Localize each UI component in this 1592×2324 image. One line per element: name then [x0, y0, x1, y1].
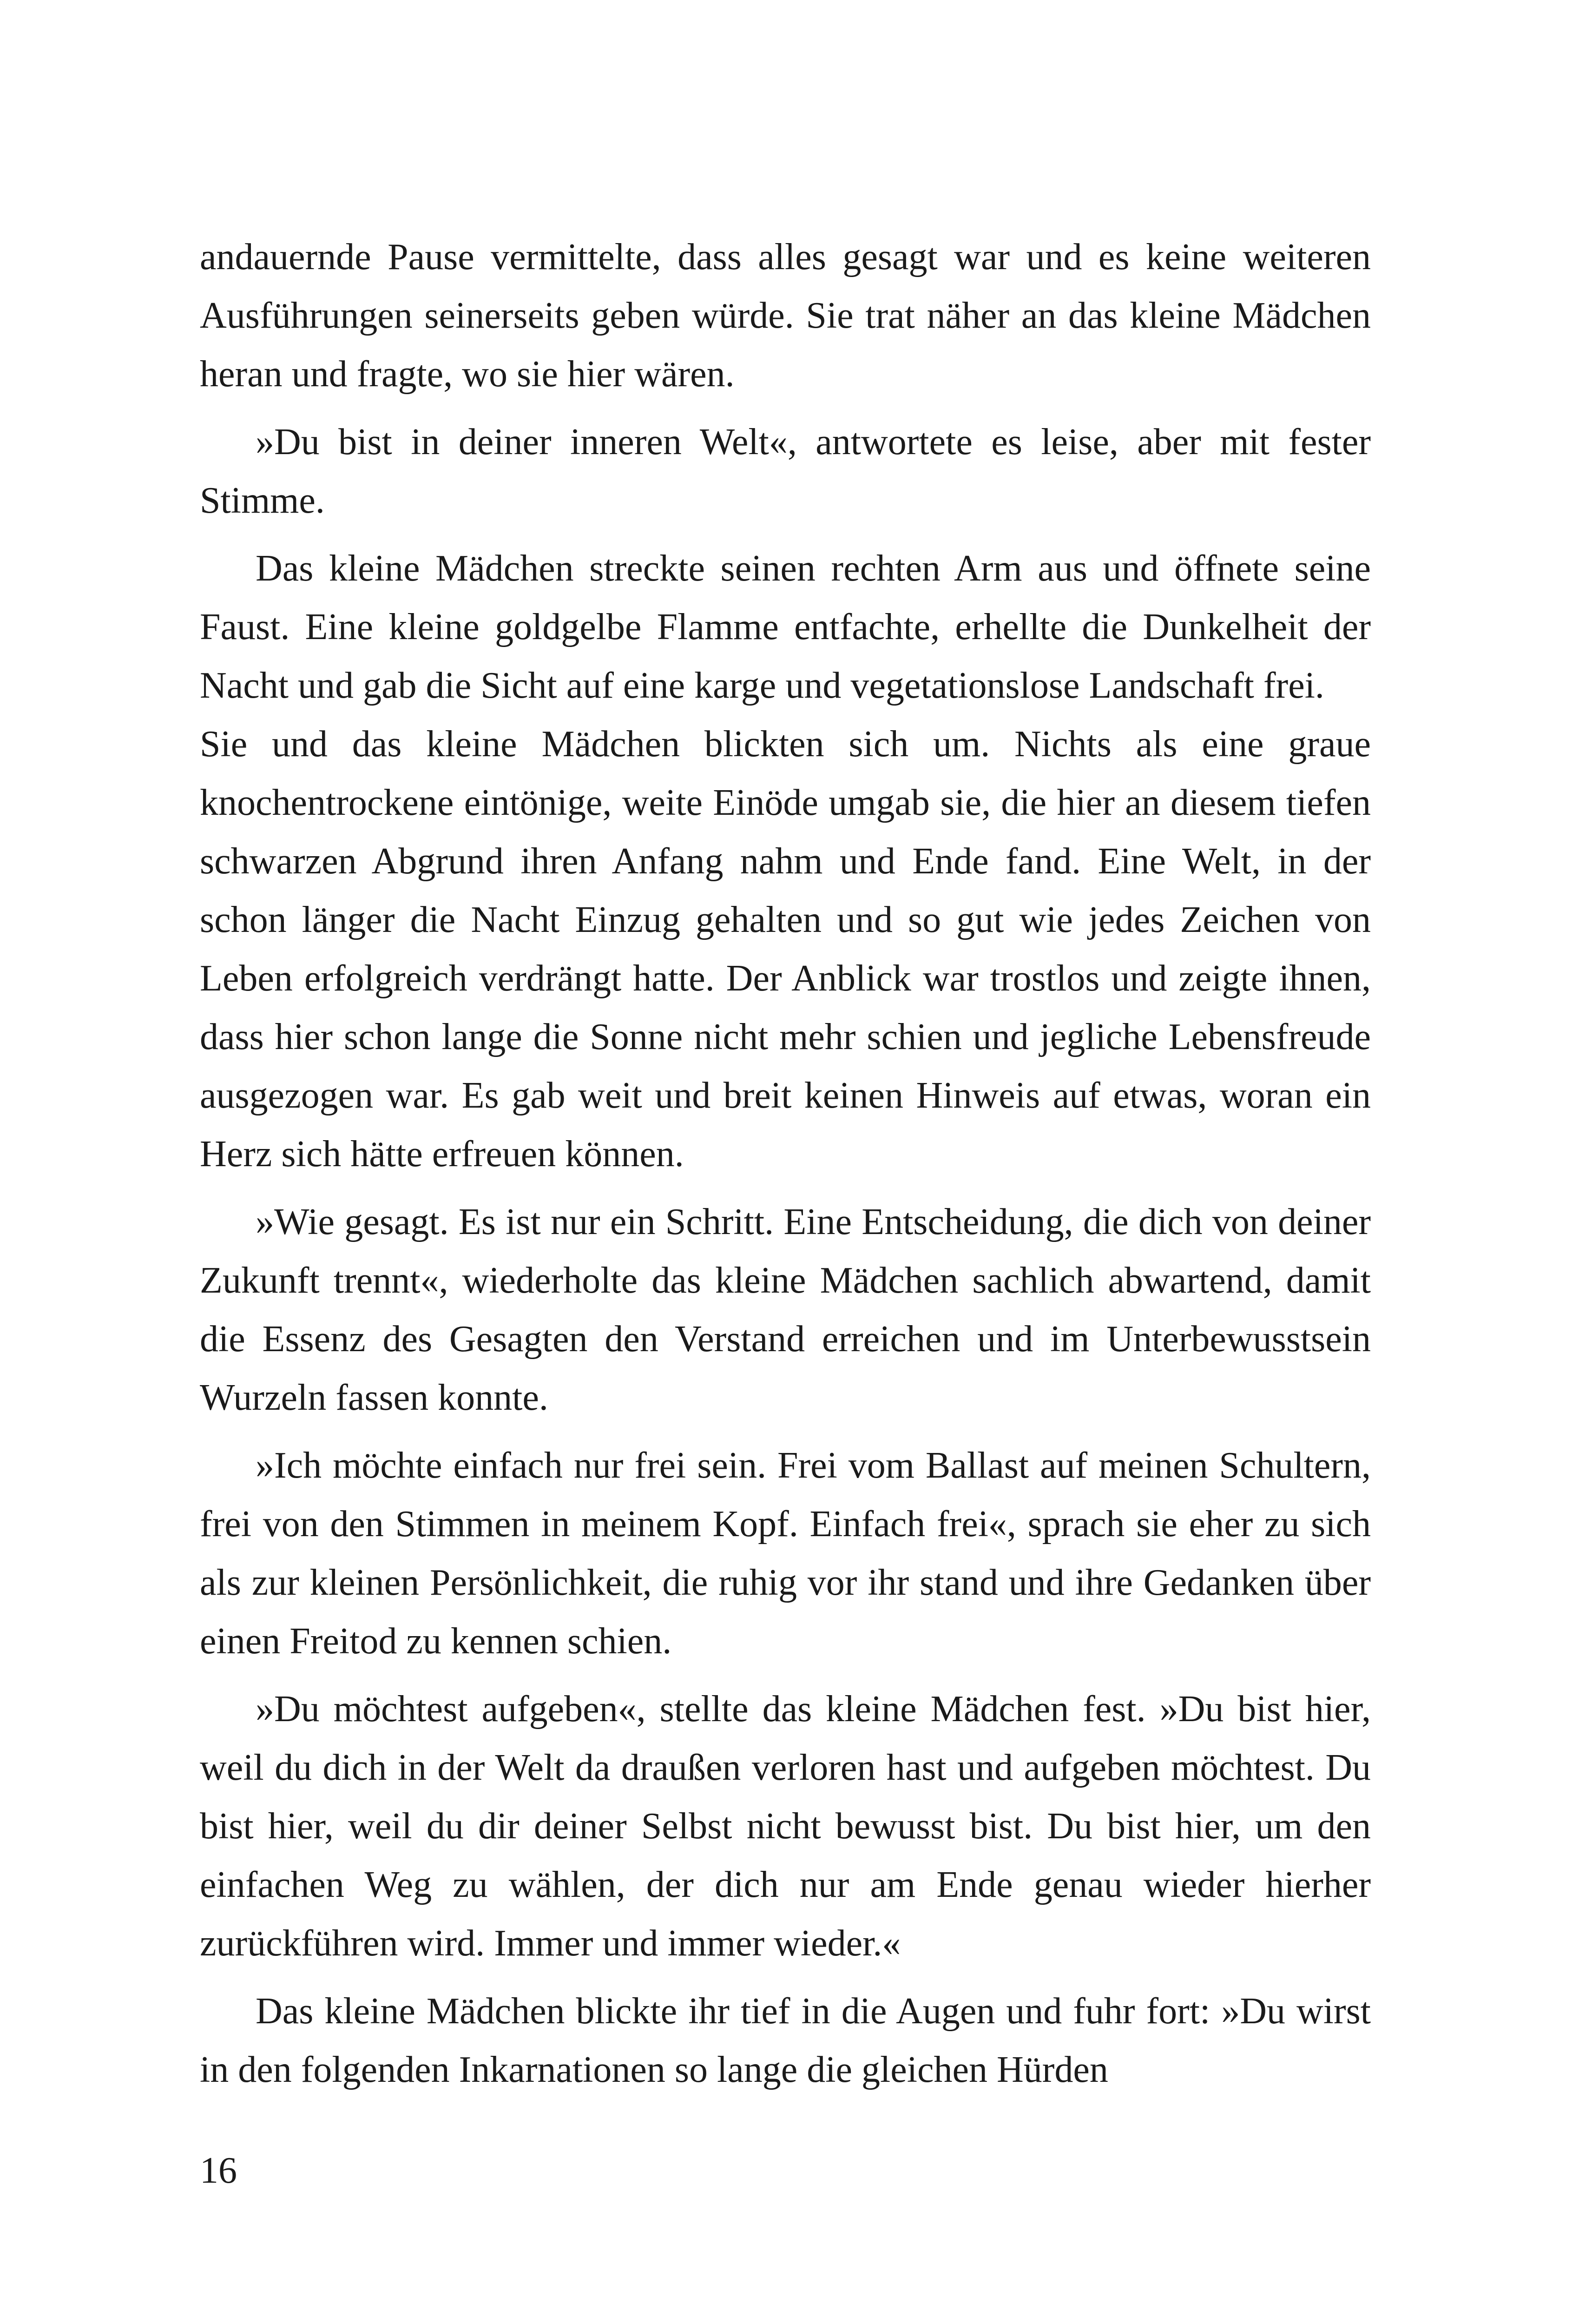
paragraph-1: andauernde Pause vermittelte, dass alles gesagt war und es keine weiteren Ausführungen seinerseits geben würde. Sie trat näher an das kleine Mädchen heran und fragte, wo sie hier wären.: [200, 237, 1371, 395]
paragraph-2: »Du bist in deiner inneren Welt«, antwortete es leise, aber mit fester Stimme.: [200, 422, 1371, 521]
paragraph-6: »Ich möchte einfach nur frei sein. Frei vom Ballast auf meinen Schultern, frei von den Stimmen in meinem Kopf. Einfach frei«, sprach sie eher zu sich als zur kleinen Persönlichkeit, die ruhig vor ihr stand und ihre Gedanken über einen Freitod zu kennen schien.: [200, 1445, 1371, 1662]
body-text: [200, 228, 1371, 2108]
paragraph-3: Das kleine Mädchen streckte seinen rechten Arm aus und öffnete seine Faust. Eine kleine goldgelbe Flamme entfachte, erhellte die Dunkelheit der Nacht und gab die Sicht auf eine karge und vegetationslose Landschaft frei.: [200, 548, 1371, 706]
paragraph-5: »Wie gesagt. Es ist nur ein Schritt. Eine Entscheidung, die dich von deiner Zukunft trennt«, wiederholte das kleine Mädchen sachlich abwartend, damit die Essenz des Gesagten den Verstand erreichen und im Unterbewusstsein Wurzeln fassen konnte.: [200, 1202, 1371, 1418]
paragraph-8: Das kleine Mädchen blickte ihr tief in die Augen und fuhr fort: »Du wirst in den folgenden Inkarnationen so lange die gleichen Hürden: [200, 1991, 1371, 2090]
page-number: 16: [200, 2150, 237, 2191]
paragraph-4: Sie und das kleine Mädchen blickten sich um. Nichts als eine graue knochentrockene eintönige, weite Einöde umgab sie, die hier an diesem tiefen schwarzen Abgrund ihren Anfang nahm und Ende fand. Eine Welt, in der schon länger die Nacht Einzug gehalten und so gut wie jedes Zeichen von Leben erfolgreich verdrängt hatte. Der Anblick war trostlos und zeigte ihnen, dass hier schon lange die Sonne nicht mehr schien und jegliche Lebensfreude ausgezogen war. Es gab weit und breit keinen Hinweis auf etwas, woran ein Herz sich hätte erfreuen können.: [200, 724, 1371, 1175]
paragraph-7: »Du möchtest aufgeben«, stellte das kleine Mädchen fest. »Du bist hier, weil du dich in der Welt da draußen verloren hast und aufgeben möchtest. Du bist hier, weil du dir deiner Selbst nicht bewusst bist. Du bist hier, um den einfachen Weg zu wählen, der dich nur am Ende genau wieder hierher zurückführen wird. Immer und immer wieder.«: [200, 1689, 1371, 1964]
